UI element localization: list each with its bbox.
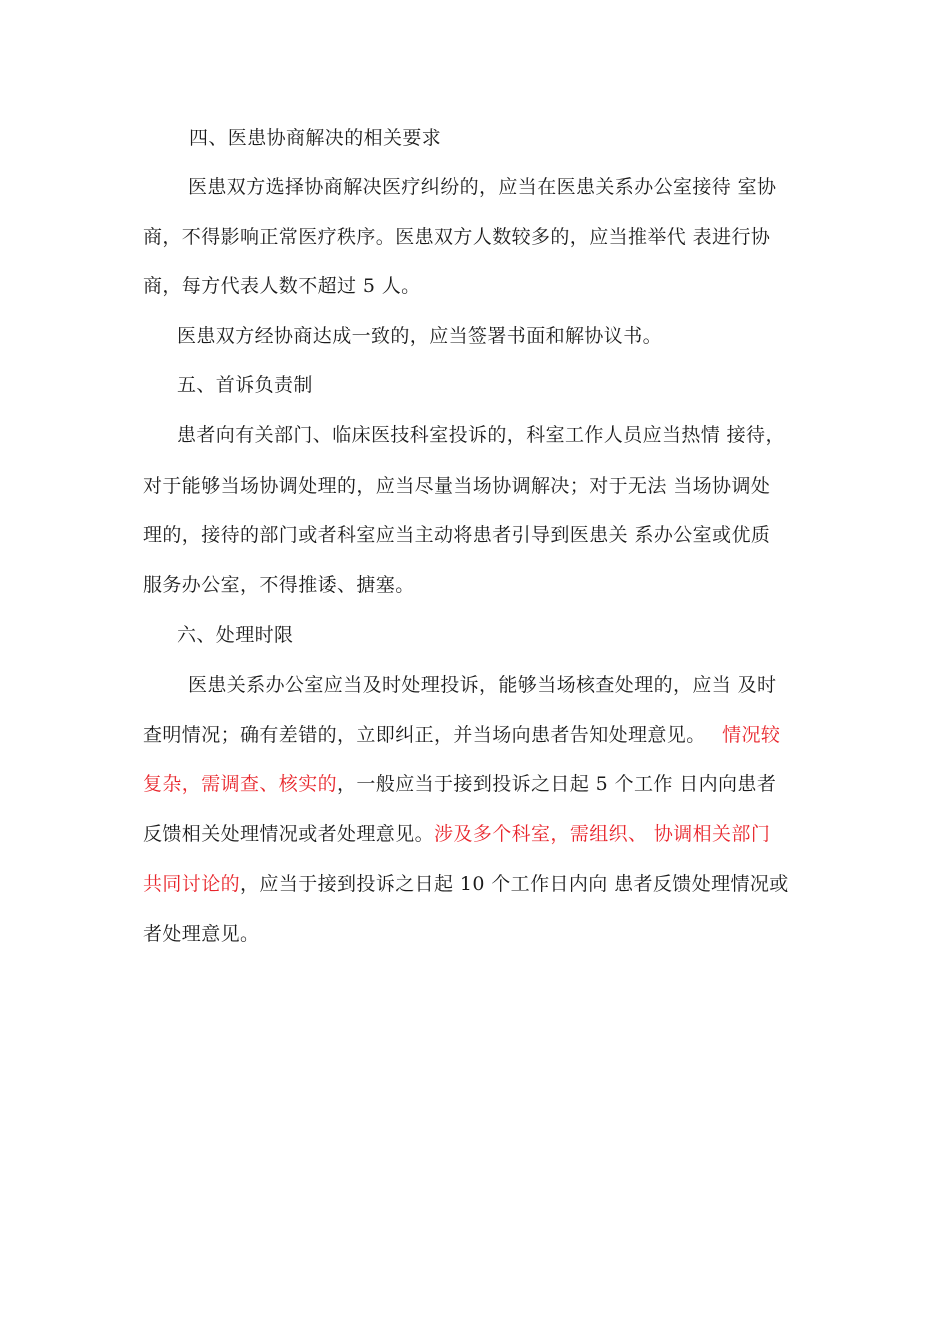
paragraph-line: 理的，接待的部门或者科室应当主动将患者引导到医患关 系办公室或优质 — [143, 524, 771, 546]
paragraph-line: 对于能够当场协调处理的，应当尽量当场协调解决；对于无法 当场协调处 — [143, 475, 771, 497]
emphasis-text: 共同讨论的 — [143, 873, 241, 895]
paragraph-line: 医患双方选择协商解决医疗纠纷的，应当在医患关系办公室接待 室协 — [188, 176, 777, 198]
section-heading: 五、首诉负责制 — [177, 374, 313, 396]
paragraph-line: 患者向有关部门、临床医技科室投诉的，科室工作人员应当热情 接待， — [177, 424, 785, 446]
paragraph-text: ，应当于接到投诉之日起 10 个工作日内向 患者反馈处理情况或 — [240, 873, 789, 895]
emphasis-text: 情况较 — [722, 724, 781, 746]
paragraph-line — [143, 722, 780, 748]
paragraph-line: 者处理意见。 — [143, 923, 260, 945]
paragraph-line: 医患双方经协商达成一致的，应当签署书面和解协议书。 — [177, 325, 663, 347]
emphasis-text: 涉及多个科室，需组织、 协调相关部门 — [434, 823, 771, 845]
paragraph-line — [143, 821, 770, 847]
paragraph-text: 查明情况；确有差错的，立即纠正，并当场向患者告知处理意见。 — [143, 724, 706, 746]
paragraph-text: 反馈相关处理情况或者处理意见。 — [143, 823, 435, 845]
emphasis-text: 复杂，需调查、核实的 — [143, 773, 338, 795]
paragraph-line — [143, 871, 789, 897]
paragraph-text: ，一般应当于接到投诉之日起 5 个工作 日内向患者 — [337, 773, 777, 795]
paragraph-line: 医患关系办公室应当及时处理投诉，能够当场核查处理的，应当 及时 — [188, 674, 777, 696]
paragraph-line — [143, 771, 776, 797]
section-heading: 四、医患协商解决的相关要求 — [189, 127, 442, 149]
paragraph-line: 商，不得影响正常医疗秩序。医患双方人数较多的，应当推举代 表进行协 — [143, 226, 771, 248]
paragraph-line: 商，每方代表人数不超过 5 人。 — [143, 275, 421, 297]
paragraph-line: 服务办公室，不得推诿、搪塞。 — [143, 574, 415, 596]
section-heading: 六、处理时限 — [177, 624, 294, 646]
